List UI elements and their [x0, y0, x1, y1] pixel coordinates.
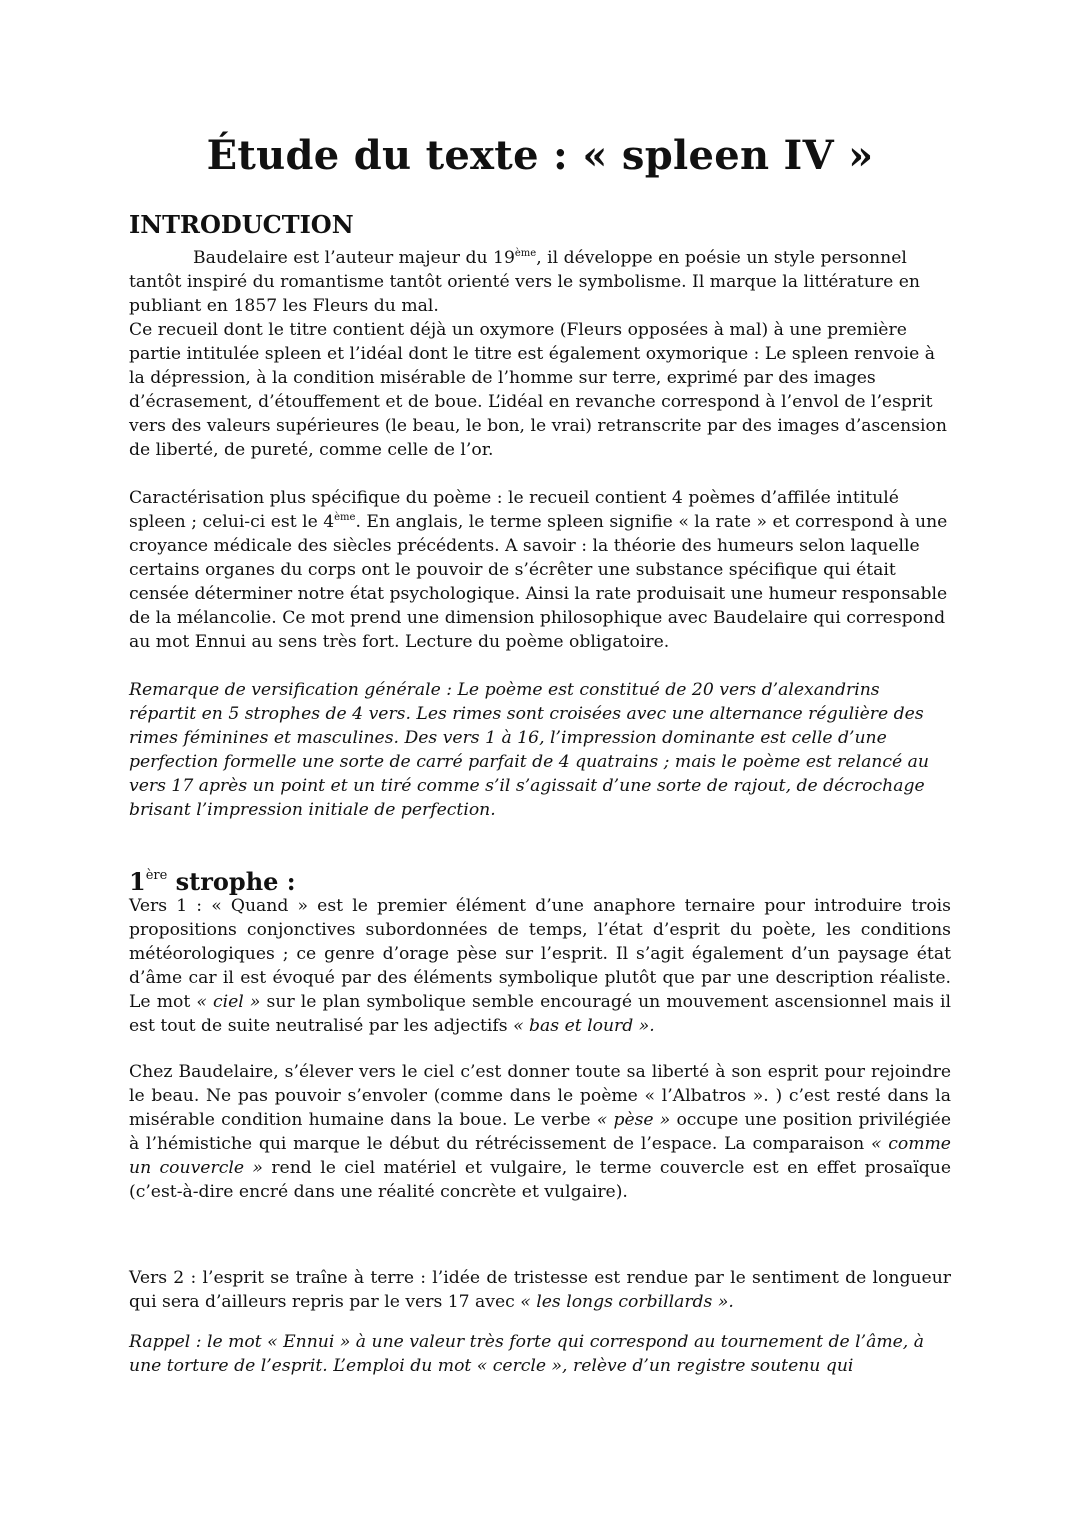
strophe-1-heading: 1ère strophe :	[129, 867, 296, 896]
strophe-1-paragraph-2: Chez Baudelaire, s’élever vers le ciel c’est donner toute sa liberté à son esprit pour rejoindre le beau. Ne pas pouvoir s’envoler (comme dans le poème « l’Albatros ». ) c’est resté dans la misérable condition humaine dans la boue. Le verbe « pèse » occupe une position privilégiée à l’hémistiche qui marque le début du rétrécissement de l’espace. La comparaison « comme un couvercle » rend le ciel matériel et vulgaire, le terme couvercle est en effet prosaïque (c’est-à-dire encré dans une réalité concrète et vulgaire).	[129, 1062, 951, 1202]
strophe-1-paragraph-1: Vers 1 : « Quand » est le premier élément d’une anaphore ternaire pour introduire trois propositions conjonctives subordonnées de temps, l’état d’esprit du poète, les conditions météorologiques ; ce genre d’orage pèse sur l’esprit. Il s’agit également d’un paysage état d’âme car il est évoqué par des éléments symbolique plutôt que par une description réaliste. Le mot « ciel » sur le plan symbolique semble encouragé un mouvement ascensionnel mais il est tout de suite neutralisé par les adjectifs « bas et lourd ».	[129, 896, 952, 1036]
intro-paragraph-2: Ce recueil dont le titre contient déjà un oxymore (Fleurs opposées à mal) à une première partie intitulée spleen et l’idéal dont le titre est également oxymorique : Le spleen renvoie à la dépression, à la condition misérable de l’homme sur terre, exprimé par des images d’écrasement, d’étouffement et de boue. L’idéal en revanche correspond à l’envol de l’esprit vers des valeurs supérieures (le beau, le bon, le vrai) retranscrite par des images d’ascension de liberté, de pureté, comme celle de l’or.	[129, 320, 947, 460]
strophe-1-paragraph-3: Vers 2 : l’esprit se traîne à terre : l’idée de tristesse est rendue par le sentiment de longueur qui sera d’ailleurs repris par le vers 17 avec « les longs corbillards ».	[129, 1268, 951, 1312]
versification-remark: Remarque de versification générale : Le poème est constitué de 20 vers d’alexandrins répartit en 5 strophes de 4 vers. Les rimes sont croisées avec une alternance régulière des rimes féminines et masculines. Des vers 1 à 16, l’impression dominante est celle d’une perfection formelle une sorte de carré parfait de 4 quatrains ; mais le poème est relancé au vers 17 après un point et un tiré comme s’il s’agissait d’une sorte de rajout, de décrochage brisant l’impression initiale de perfection.	[129, 680, 929, 820]
intro-paragraph-1: Baudelaire est l’auteur majeur du 19ème, il développe en poésie un style personnel tantôt inspiré du romantisme tantôt orienté vers le symbolisme. Il marque la littérature en publiant en 1857 les Fleurs du mal.	[129, 248, 920, 316]
intro-paragraph-3: Caractérisation plus spécifique du poème : le recueil contient 4 poèmes d’affilée intitulé spleen ; celui-ci est le 4ème. En anglais, le terme spleen signifie « la rate » et correspond à une croyance médicale des siècles précédents. A savoir : la théorie des humeurs selon laquelle certains organes du corps ont le pouvoir de s’écrêter une substance spécifique qui était censée déterminer notre état psychologique. Ainsi la rate produisait une humeur responsable de la mélancolie. Ce mot prend une dimension philosophique avec Baudelaire qui correspond au mot Ennui au sens très fort. Lecture du poème obligatoire.	[129, 488, 948, 652]
introduction-heading: INTRODUCTION	[129, 210, 354, 239]
rappel-note: Rappel : le mot « Ennui » à une valeur très forte qui correspond au tournement de l’âme, à une torture de l’esprit. L’emploi du mot « cercle », relève d’un registre soutenu qui	[129, 1332, 924, 1376]
document-title: Étude du texte : « spleen IV »	[206, 132, 874, 179]
